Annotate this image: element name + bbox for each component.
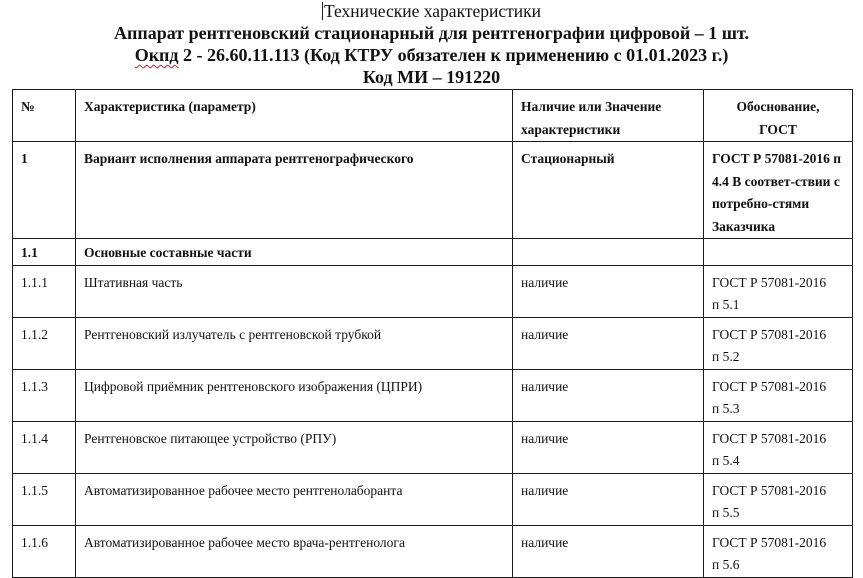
cell-value: наличие [513,525,704,577]
basis-line1: ГОСТ Р 57081-2016 [712,326,827,342]
cell-basis [704,473,853,525]
cell-value: наличие [513,265,704,317]
okpd-line [0,44,863,66]
cell-param: Цифровой приёмник рентгеновского изображения (ЦПРИ) [76,369,513,421]
table-row [13,473,853,525]
cell-num: 1.1.5 [13,473,76,525]
cell-basis [704,421,853,473]
header-basis [704,90,853,142]
basis-line1: ГОСТ Р 57081-2016 [712,274,827,290]
table-row [13,142,853,239]
table-row [13,369,853,421]
basis-line1: ГОСТ Р 57081-2016 [712,534,827,550]
table-row [13,265,853,317]
cell-num: 1.1.4 [13,421,76,473]
basis-line1: ГОСТ Р 57081-2016 [712,430,827,446]
cell-num: 1 [13,142,76,239]
cell-basis [704,265,853,317]
okpd-code: 2 - 26.60.11.113 (Код КТРУ обязателен к применению с 01.01.2023 г.) [178,45,729,65]
header-value: Наличие или Значение характеристики [513,90,704,142]
cell-value: наличие [513,473,704,525]
basis-line2: п 5.4 [712,453,740,468]
cell-num: 1.1.6 [13,525,76,577]
cell-basis [704,317,853,369]
basis-line2: п 5.5 [712,505,740,520]
basis-line2: п 5.1 [712,297,740,312]
cell-param: Автоматизированное рабочее место врача-рентгенолога [76,525,513,577]
cell-param: Основные составные части [76,239,513,266]
header-basis-line1: Обоснование, [736,99,820,114]
cell-basis: ГОСТ Р 57081-2016 п 4.4 В соответ-ствии с потребно-стями Заказчика [704,142,853,239]
cell-param: Вариант исполнения аппарата рентгенографического [76,142,513,239]
text-cursor [322,2,323,20]
mi-code: Код МИ – 191220 [362,67,501,87]
document-title: Аппарат рентгеновский стационарный для рентгенографии цифровой – 1 шт. [114,23,749,43]
table-section-row [13,239,853,266]
table-header-row [13,90,853,142]
cell-param: Рентгеновское питающее устройство (РПУ) [76,421,513,473]
cell-basis [704,525,853,577]
specs-table [12,89,853,578]
cell-value: наличие [513,317,704,369]
spellcheck-word[interactable]: Окпд [134,45,179,65]
basis-line1: ГОСТ Р 57081-2016 [712,482,827,498]
cell-param: Штативная часть [76,265,513,317]
header-param: Характеристика (параметр) [76,90,513,142]
table-row [13,525,853,577]
cell-num: 1.1.3 [13,369,76,421]
caption: Технические характеристики [323,1,542,21]
header-basis-line2: ГОСТ [759,121,797,137]
basis-line2: п 5.2 [712,349,740,364]
cell-num: 1.1 [13,239,76,266]
table-row [13,421,853,473]
cell-basis [704,239,853,266]
cell-num: 1.1.1 [13,265,76,317]
cell-value: Стационарный [513,142,704,239]
cell-basis [704,369,853,421]
caption-line[interactable] [0,0,863,22]
header-num: № [13,90,76,142]
cell-num: 1.1.2 [13,317,76,369]
cell-value: наличие [513,421,704,473]
cell-param: Автоматизированное рабочее место рентгенолаборанта [76,473,513,525]
basis-line1: ГОСТ Р 57081-2016 [712,378,827,394]
table-row [13,317,853,369]
basis-line2: п 5.3 [712,401,740,416]
cell-param: Рентгеновский излучатель с рентгеновской трубкой [76,317,513,369]
document-header [0,0,863,88]
basis-line2: п 5.6 [712,557,740,572]
cell-value [513,239,704,266]
cell-value: наличие [513,369,704,421]
